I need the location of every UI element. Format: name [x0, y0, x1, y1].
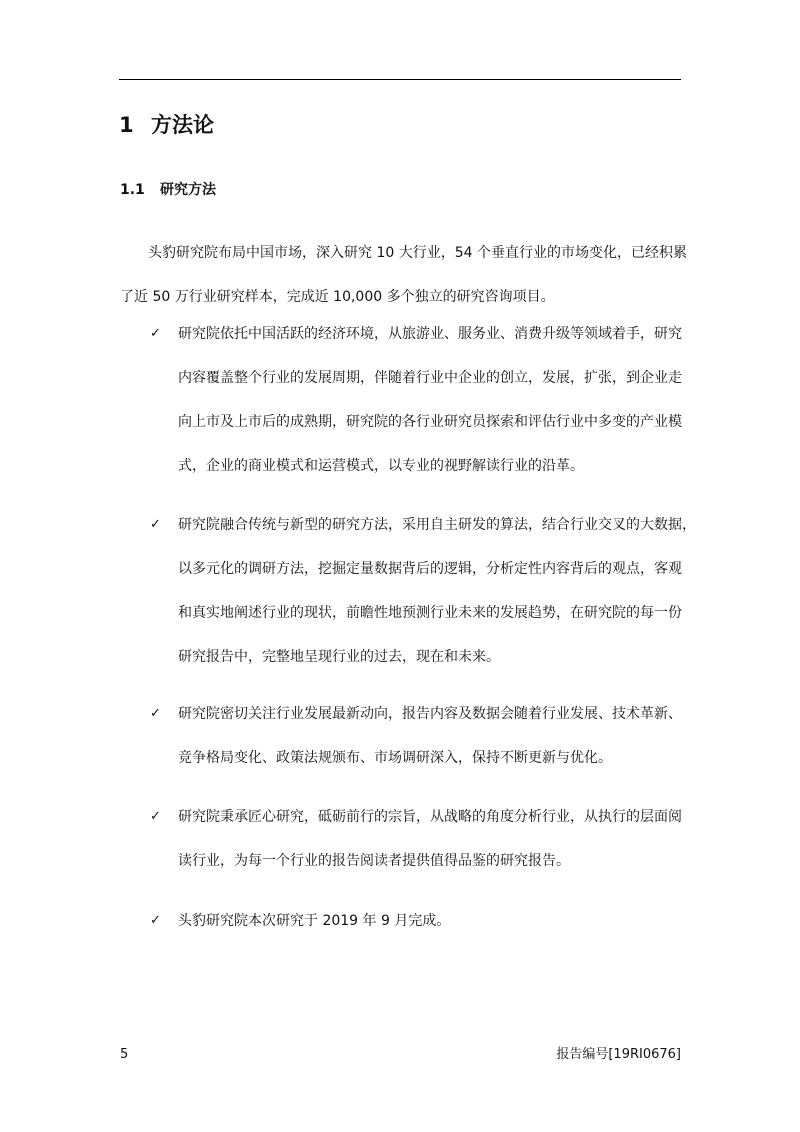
checkmark-icon: ✓: [150, 517, 161, 532]
checkmark-icon: ✓: [150, 913, 161, 928]
section-title: 方法论: [151, 113, 214, 137]
checkmark-icon: ✓: [150, 706, 161, 721]
bullet-line: 研究院密切关注行业发展最新动向，报告内容及数据会随着行业发展、技术革新、: [178, 706, 682, 722]
bullet-line: 研究院融合传统与新型的研究方法，采用自主研发的算法，结合行业交叉的大数据，: [178, 517, 696, 533]
header-rule: [119, 79, 681, 80]
checkmark-icon: ✓: [150, 809, 161, 824]
bullet-line: 读行业，为每一个行业的报告阅读者提供值得品鉴的研究报告。: [178, 853, 570, 869]
subsection-number: 1.1: [120, 182, 145, 198]
subsection-title: 研究方法: [160, 182, 216, 198]
bullet-line: 和真实地阐述行业的现状，前瞻性地预测行业未来的发展趋势，在研究院的每一份: [178, 605, 682, 621]
bullet-line: 式，企业的商业模式和运营模式，以专业的视野解读行业的沿革。: [178, 458, 584, 474]
bullet-line: 向上市及上市后的成熟期，研究院的各行业研究员探索和评估行业中多变的产业模: [178, 414, 682, 430]
section-heading: [119, 111, 679, 139]
bullet-line: 以多元化的调研方法，挖掘定量数据背后的逻辑，分析定性内容背后的观点，客观: [178, 561, 682, 577]
bullet-line: 内容覆盖整个行业的发展周期，伴随着行业中企业的创立，发展，扩张，到企业走: [178, 370, 682, 386]
bullet-line: 竞争格局变化、政策法规颁布、市场调研深入，保持不断更新与优化。: [178, 750, 612, 766]
bullet-line: 研究院秉承匠心研究，砥砺前行的宗旨，从战略的角度分析行业，从执行的层面阅: [178, 809, 682, 825]
checkmark-icon: ✓: [150, 326, 161, 341]
bullet-line: 头豹研究院本次研究于 2019 年 9 月完成。: [178, 913, 451, 929]
subsection-heading: [120, 180, 680, 200]
bullet-line: 研究院依托中国活跃的经济环境，从旅游业、服务业、消费升级等领域着手，研究: [178, 326, 682, 342]
bullet-line: 研究报告中，完整地呈现行业的过去，现在和未来。: [178, 649, 500, 665]
intro-line: 了近 50 万行业研究样本，完成近 10,000 多个独立的研究咨询项目。: [120, 289, 555, 305]
report-code: 报告编号[19RI0676]: [556, 1047, 681, 1062]
intro-line: 头豹研究院布局中国市场，深入研究 10 大行业，54 个垂直行业的市场变化，已经积累: [148, 245, 687, 261]
page-number: 5: [120, 1047, 129, 1062]
section-number: 1: [119, 113, 134, 137]
